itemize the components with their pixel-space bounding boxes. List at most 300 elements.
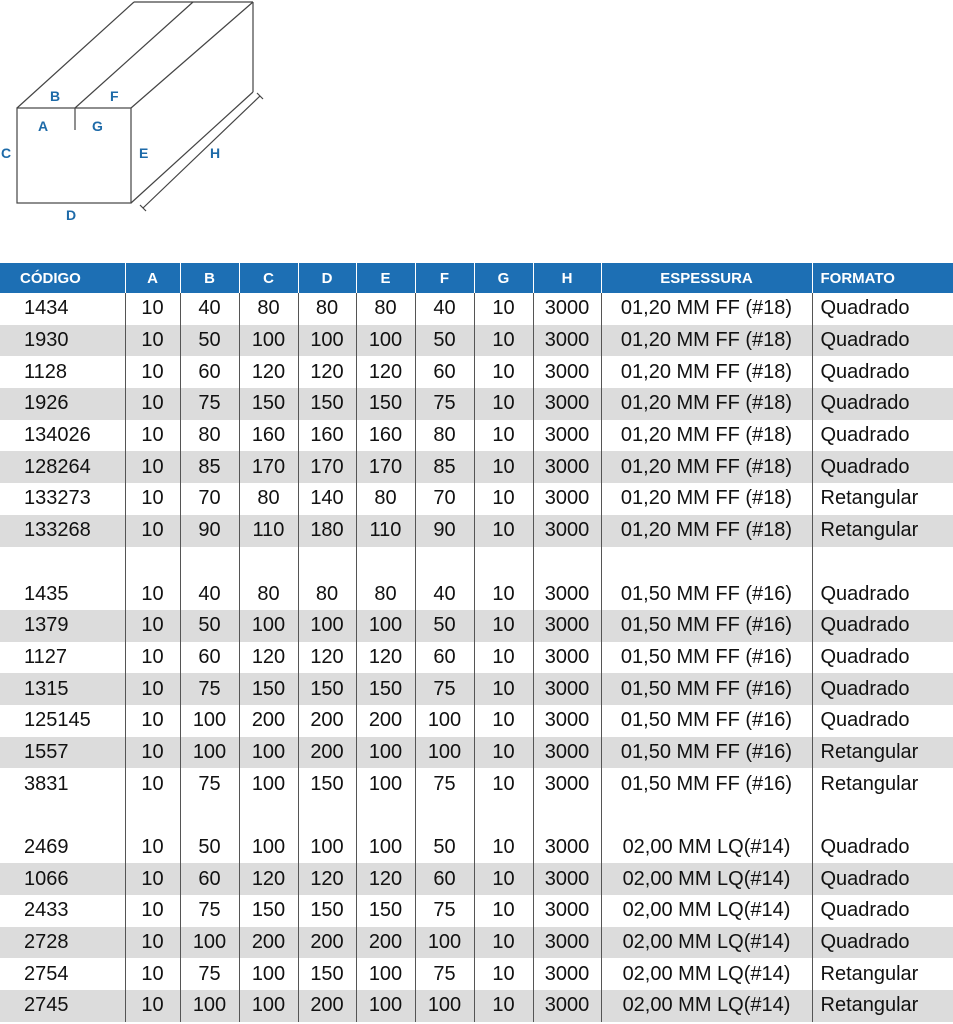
table-cell: 10 xyxy=(474,895,533,927)
table-row xyxy=(0,420,953,452)
table-row xyxy=(0,927,953,959)
table-cell: 85 xyxy=(415,451,474,483)
table-row xyxy=(0,388,953,420)
table-cell: 70 xyxy=(415,483,474,515)
table-row xyxy=(0,483,953,515)
label-f: F xyxy=(110,88,119,104)
table-cell: 10 xyxy=(125,420,180,452)
table-cell: 1557 xyxy=(0,737,125,769)
table-cell: 10 xyxy=(474,673,533,705)
table-cell: 2754 xyxy=(0,958,125,990)
table-cell: 3000 xyxy=(533,483,601,515)
table-cell: 100 xyxy=(356,610,415,642)
table-cell: 02,00 MM LQ(#14) xyxy=(601,863,812,895)
table-cell: 01,50 MM FF (#16) xyxy=(601,610,812,642)
table-cell: 10 xyxy=(125,895,180,927)
table-cell: 01,20 MM FF (#18) xyxy=(601,483,812,515)
table-cell: 75 xyxy=(180,388,239,420)
table-row xyxy=(0,705,953,737)
table-cell xyxy=(601,547,812,579)
table-row xyxy=(0,451,953,483)
profile-drawing xyxy=(0,0,280,230)
table-cell: 10 xyxy=(125,578,180,610)
table-cell: 3000 xyxy=(533,737,601,769)
table-cell: 100 xyxy=(415,705,474,737)
table-cell: 170 xyxy=(356,451,415,483)
table-cell: 10 xyxy=(474,515,533,547)
table-cell: 10 xyxy=(125,515,180,547)
table-cell: 2728 xyxy=(0,927,125,959)
table-cell: 10 xyxy=(474,642,533,674)
table-cell: Quadrado xyxy=(812,388,953,420)
table-cell: 70 xyxy=(180,483,239,515)
table-cell: 3000 xyxy=(533,451,601,483)
table-cell: 10 xyxy=(474,610,533,642)
table-cell: 3000 xyxy=(533,642,601,674)
table-cell xyxy=(474,547,533,579)
column-header: C xyxy=(239,263,298,293)
table-cell: 80 xyxy=(239,578,298,610)
table-cell: 200 xyxy=(298,927,356,959)
table-cell: 02,00 MM LQ(#14) xyxy=(601,927,812,959)
table-cell: 10 xyxy=(125,927,180,959)
table-cell: 50 xyxy=(180,832,239,864)
table-cell: 3000 xyxy=(533,927,601,959)
table-cell: 10 xyxy=(125,958,180,990)
table-cell: 10 xyxy=(474,325,533,357)
table-row xyxy=(0,325,953,357)
table-cell: 100 xyxy=(356,737,415,769)
table-cell: 02,00 MM LQ(#14) xyxy=(601,958,812,990)
table-cell: Quadrado xyxy=(820,899,910,922)
table-cell: 01,50 MM FF (#16) xyxy=(601,768,812,800)
table-cell: 10 xyxy=(474,293,533,325)
table-cell: 180 xyxy=(298,515,356,547)
table-cell: 10 xyxy=(474,578,533,610)
table-cell: 1930 xyxy=(0,325,125,357)
table-cell: 10 xyxy=(474,388,533,420)
table-cell: 170 xyxy=(298,451,356,483)
table-header xyxy=(0,263,953,293)
table-cell: 10 xyxy=(474,832,533,864)
table-cell: 100 xyxy=(180,737,239,769)
table-cell: 100 xyxy=(239,990,298,1022)
table-cell: 100 xyxy=(239,737,298,769)
table-cell: 128264 xyxy=(0,451,125,483)
table-cell: 80 xyxy=(298,578,356,610)
table-cell: 90 xyxy=(415,515,474,547)
table-cell: 3000 xyxy=(533,958,601,990)
table-cell: 134026 xyxy=(0,420,125,452)
table-cell: 100 xyxy=(239,768,298,800)
table-cell: 100 xyxy=(356,990,415,1022)
column-header: G xyxy=(474,263,533,293)
label-e: E xyxy=(139,145,149,161)
table-cell: 10 xyxy=(125,737,180,769)
table-cell: 120 xyxy=(356,642,415,674)
table-cell: 200 xyxy=(239,927,298,959)
table-cell xyxy=(812,547,953,579)
table-cell: 75 xyxy=(415,895,474,927)
table-cell: 200 xyxy=(298,705,356,737)
table-cell: 80 xyxy=(298,293,356,325)
table-cell: 10 xyxy=(474,483,533,515)
table-cell: 85 xyxy=(180,451,239,483)
table-cell: 10 xyxy=(125,990,180,1022)
table-cell: 1379 xyxy=(0,610,125,642)
table-cell: Retangular xyxy=(812,737,953,769)
table-cell: 10 xyxy=(125,293,180,325)
table-cell: 75 xyxy=(415,388,474,420)
table-cell: 75 xyxy=(415,768,474,800)
table-cell xyxy=(298,800,356,832)
table-cell: Quadrado xyxy=(820,424,910,447)
table-row xyxy=(0,958,953,990)
table-cell: 02,00 MM LQ(#14) xyxy=(601,990,812,1022)
table-cell: 50 xyxy=(415,610,474,642)
table-cell: 3000 xyxy=(533,832,601,864)
table-cell: 200 xyxy=(239,705,298,737)
table-cell: 2745 xyxy=(0,990,125,1022)
table-cell xyxy=(474,800,533,832)
table-cell: 40 xyxy=(180,578,239,610)
table-cell: Quadrado xyxy=(820,360,910,383)
table-cell: 200 xyxy=(298,990,356,1022)
table-cell: 3000 xyxy=(533,388,601,420)
table-cell: 100 xyxy=(239,325,298,357)
table-cell: 10 xyxy=(125,673,180,705)
table-cell: 150 xyxy=(298,388,356,420)
table-cell: 10 xyxy=(125,863,180,895)
table-cell: 120 xyxy=(356,356,415,388)
table-cell: 60 xyxy=(415,356,474,388)
label-g: G xyxy=(92,118,103,134)
table-cell: 10 xyxy=(125,610,180,642)
table-cell: 110 xyxy=(356,515,415,547)
table-cell: 3000 xyxy=(533,293,601,325)
table-cell: 60 xyxy=(180,356,239,388)
table-cell: 60 xyxy=(415,642,474,674)
table-row xyxy=(0,515,953,547)
column-header: E xyxy=(356,263,415,293)
table-cell: Quadrado xyxy=(812,451,953,483)
table-cell: 100 xyxy=(298,610,356,642)
table-cell: 100 xyxy=(356,958,415,990)
table-cell: Retangular xyxy=(812,990,953,1022)
table-cell: 100 xyxy=(180,927,239,959)
table-cell: 100 xyxy=(180,990,239,1022)
column-header: F xyxy=(415,263,474,293)
table-cell: 80 xyxy=(356,578,415,610)
table-cell xyxy=(0,800,125,832)
table-cell: 150 xyxy=(298,673,356,705)
table-cell: 80 xyxy=(415,420,474,452)
table-cell: 10 xyxy=(125,768,180,800)
table-cell: 10 xyxy=(125,325,180,357)
table-cell: 3000 xyxy=(533,863,601,895)
table-cell: 3000 xyxy=(533,325,601,357)
table-cell: 10 xyxy=(125,388,180,420)
table-cell: 02,00 MM LQ(#14) xyxy=(601,895,812,927)
table-cell: Retangular xyxy=(820,962,919,985)
table-cell: 10 xyxy=(125,483,180,515)
table-cell: 1127 xyxy=(0,642,125,674)
table-cell: 75 xyxy=(180,768,239,800)
table-cell: 120 xyxy=(298,356,356,388)
table-row xyxy=(0,863,953,895)
table-cell: 140 xyxy=(298,483,356,515)
table-cell: 150 xyxy=(298,958,356,990)
column-header: CÓDIGO xyxy=(0,263,125,293)
table-cell: 3000 xyxy=(533,895,601,927)
table-cell: 40 xyxy=(415,293,474,325)
table-cell: 01,20 MM FF (#18) xyxy=(601,356,812,388)
table-cell: 150 xyxy=(356,388,415,420)
table-cell: 01,50 MM FF (#16) xyxy=(601,673,812,705)
table-cell: 80 xyxy=(239,293,298,325)
table-cell: 40 xyxy=(180,293,239,325)
table-cell: 3000 xyxy=(533,768,601,800)
table-cell: 75 xyxy=(180,958,239,990)
table-cell: Quadrado xyxy=(812,325,953,357)
table-cell: 160 xyxy=(239,420,298,452)
table-cell: 01,20 MM FF (#18) xyxy=(601,420,812,452)
table-cell xyxy=(601,800,812,832)
table-row xyxy=(0,642,953,674)
table-cell: Quadrado xyxy=(812,610,953,642)
table-cell: 100 xyxy=(239,832,298,864)
table-cell xyxy=(298,547,356,579)
table-cell: 100 xyxy=(415,990,474,1022)
table-cell: 10 xyxy=(474,958,533,990)
table-cell: 1926 xyxy=(0,388,125,420)
table-cell: 150 xyxy=(356,895,415,927)
table-cell xyxy=(812,800,953,832)
table-row xyxy=(0,356,953,388)
table-cell: 160 xyxy=(298,420,356,452)
table-cell xyxy=(180,547,239,579)
table-cell: Retangular xyxy=(820,487,919,510)
table-cell: 120 xyxy=(356,863,415,895)
table-cell: 10 xyxy=(125,705,180,737)
table-cell: 3000 xyxy=(533,705,601,737)
table-cell: 01,50 MM FF (#16) xyxy=(601,737,812,769)
table-cell: 01,20 MM FF (#18) xyxy=(601,293,812,325)
table-cell: 80 xyxy=(239,483,298,515)
column-header: D xyxy=(298,263,356,293)
table-cell xyxy=(180,800,239,832)
table-cell: 10 xyxy=(125,451,180,483)
table-cell: 100 xyxy=(239,610,298,642)
table-cell: 200 xyxy=(356,705,415,737)
table-cell: 150 xyxy=(356,673,415,705)
table-cell: 75 xyxy=(415,958,474,990)
table-cell: 01,20 MM FF (#18) xyxy=(601,515,812,547)
table-cell xyxy=(0,547,125,579)
table-cell: 200 xyxy=(298,737,356,769)
dimensions-table xyxy=(0,263,953,1022)
table-cell: 01,50 MM FF (#16) xyxy=(601,578,812,610)
table-cell: 170 xyxy=(239,451,298,483)
table-cell: 133268 xyxy=(0,515,125,547)
label-c: C xyxy=(1,145,12,161)
table-cell xyxy=(239,547,298,579)
table-cell: 10 xyxy=(474,990,533,1022)
table-row xyxy=(0,737,953,769)
column-header: H xyxy=(533,263,601,293)
table-cell: 10 xyxy=(125,832,180,864)
column-header: ESPESSURA xyxy=(601,263,812,293)
table-cell: 01,20 MM FF (#18) xyxy=(601,388,812,420)
table-row xyxy=(0,895,953,927)
table-row xyxy=(0,990,953,1022)
table-cell: 100 xyxy=(356,832,415,864)
table-cell: 100 xyxy=(180,705,239,737)
table-cell: 10 xyxy=(474,927,533,959)
table-cell: 10 xyxy=(474,768,533,800)
table-cell: 01,50 MM FF (#16) xyxy=(601,705,812,737)
table-cell: 1066 xyxy=(0,863,125,895)
table-cell: 150 xyxy=(298,768,356,800)
column-header: A xyxy=(125,263,180,293)
table-cell: 125145 xyxy=(0,705,125,737)
table-cell: 150 xyxy=(239,895,298,927)
label-a: A xyxy=(38,118,49,134)
table-cell: 60 xyxy=(415,863,474,895)
table-cell: Quadrado xyxy=(820,582,910,605)
table-cell xyxy=(533,547,601,579)
table-row xyxy=(0,800,953,832)
table-cell: 100 xyxy=(298,832,356,864)
table-cell: 3000 xyxy=(533,610,601,642)
table-cell: 80 xyxy=(180,420,239,452)
table-cell: 100 xyxy=(415,927,474,959)
table-cell: 3831 xyxy=(0,768,125,800)
table-cell: 110 xyxy=(239,515,298,547)
table-cell: Quadrado xyxy=(820,836,910,859)
table-cell xyxy=(356,547,415,579)
table-cell xyxy=(125,547,180,579)
column-header: FORMATO xyxy=(812,263,953,293)
table-cell: 3000 xyxy=(533,356,601,388)
table-cell: Quadrado xyxy=(820,297,910,320)
table-body xyxy=(0,293,953,1022)
table-cell: 3000 xyxy=(533,990,601,1022)
table-cell: 1315 xyxy=(0,673,125,705)
table-cell: 1435 xyxy=(0,578,125,610)
table-cell: 150 xyxy=(298,895,356,927)
table-cell xyxy=(415,800,474,832)
table-cell: 50 xyxy=(180,610,239,642)
table-cell: Retangular xyxy=(812,515,953,547)
table-cell: 120 xyxy=(239,863,298,895)
table-cell: 120 xyxy=(239,642,298,674)
table-cell: 120 xyxy=(298,642,356,674)
table-cell: 2469 xyxy=(0,832,125,864)
table-cell: 133273 xyxy=(0,483,125,515)
table-cell: 50 xyxy=(415,832,474,864)
label-b: B xyxy=(50,88,61,104)
table-cell xyxy=(356,800,415,832)
table-cell: 10 xyxy=(474,420,533,452)
table-cell: 3000 xyxy=(533,578,601,610)
table-cell xyxy=(533,800,601,832)
table-cell: 10 xyxy=(125,356,180,388)
table-cell: 100 xyxy=(356,768,415,800)
table-cell: Quadrado xyxy=(820,709,910,732)
table-row xyxy=(0,832,953,864)
table-row xyxy=(0,610,953,642)
table-cell: 2433 xyxy=(0,895,125,927)
table-cell: 100 xyxy=(415,737,474,769)
table-cell: 3000 xyxy=(533,420,601,452)
table-cell: 75 xyxy=(415,673,474,705)
table-cell xyxy=(239,800,298,832)
table-cell: Retangular xyxy=(820,772,919,795)
table-cell: 90 xyxy=(180,515,239,547)
table-cell: 100 xyxy=(298,325,356,357)
table-row xyxy=(0,768,953,800)
table-cell: 200 xyxy=(356,927,415,959)
table-cell: Quadrado xyxy=(820,645,910,668)
table-cell: 80 xyxy=(356,293,415,325)
table-cell: 01,50 MM FF (#16) xyxy=(601,642,812,674)
table-cell: 10 xyxy=(474,863,533,895)
table-cell: 150 xyxy=(239,388,298,420)
table-cell: 75 xyxy=(180,895,239,927)
table-cell: 1434 xyxy=(0,293,125,325)
table-cell: 02,00 MM LQ(#14) xyxy=(601,832,812,864)
table-cell: 10 xyxy=(125,642,180,674)
table-cell: 150 xyxy=(239,673,298,705)
table-cell: 3000 xyxy=(533,515,601,547)
table-cell: 60 xyxy=(180,642,239,674)
table-cell: 40 xyxy=(415,578,474,610)
table-cell: 10 xyxy=(474,705,533,737)
table-row xyxy=(0,547,953,579)
table-cell: 160 xyxy=(356,420,415,452)
table-cell: 120 xyxy=(239,356,298,388)
column-header: B xyxy=(180,263,239,293)
table-cell: Quadrado xyxy=(812,673,953,705)
label-d: D xyxy=(66,207,77,223)
table-cell: 100 xyxy=(239,958,298,990)
table-cell: 60 xyxy=(180,863,239,895)
table-cell: 10 xyxy=(474,737,533,769)
label-h: H xyxy=(210,145,221,161)
table-cell: 3000 xyxy=(533,673,601,705)
table-cell: 01,20 MM FF (#18) xyxy=(601,325,812,357)
table-row xyxy=(0,293,953,325)
table-cell: 1128 xyxy=(0,356,125,388)
table-cell: 75 xyxy=(180,673,239,705)
table-cell: 50 xyxy=(415,325,474,357)
table-cell: 10 xyxy=(474,451,533,483)
table-cell: 01,20 MM FF (#18) xyxy=(601,451,812,483)
table-cell: 50 xyxy=(180,325,239,357)
table-cell: 80 xyxy=(356,483,415,515)
table-cell: Quadrado xyxy=(812,927,953,959)
table-cell: 10 xyxy=(474,356,533,388)
table-cell xyxy=(415,547,474,579)
table-cell xyxy=(125,800,180,832)
table-row xyxy=(0,578,953,610)
profile-diagram xyxy=(0,0,280,230)
table-cell: 100 xyxy=(356,325,415,357)
table-cell: Quadrado xyxy=(812,863,953,895)
table-row xyxy=(0,673,953,705)
table-cell: 120 xyxy=(298,863,356,895)
